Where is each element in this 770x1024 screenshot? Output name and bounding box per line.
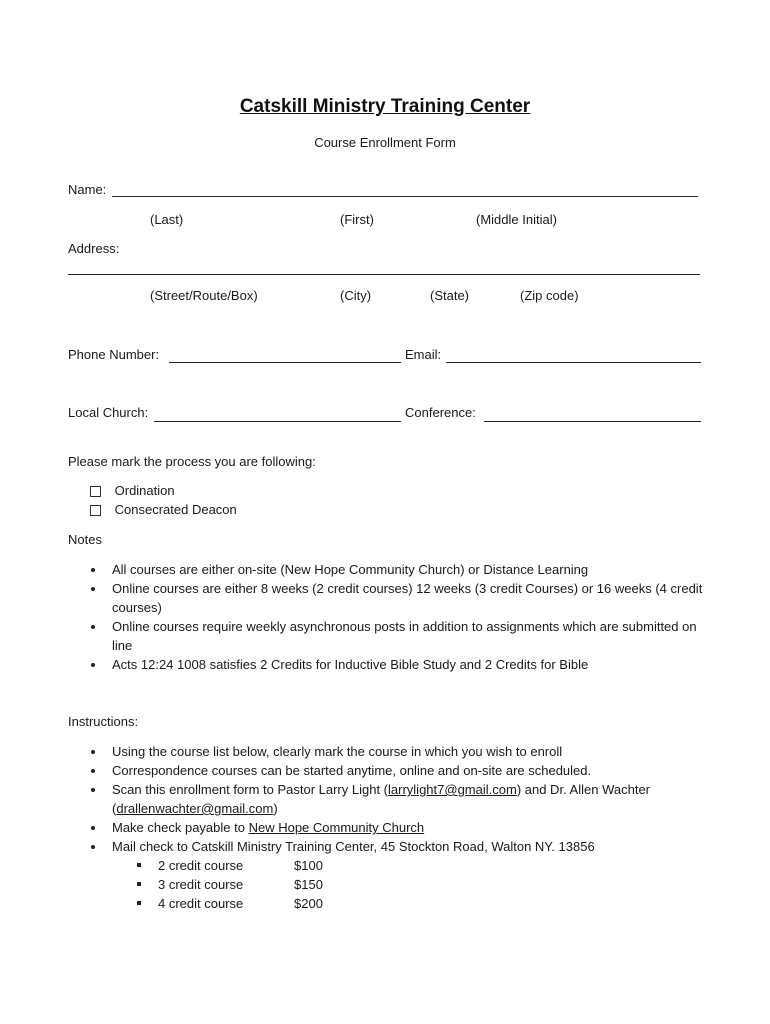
form-subtitle: Course Enrollment Form: [314, 135, 456, 150]
local-church-label: Local Church:: [68, 405, 149, 420]
price-item: [68, 875, 708, 894]
price-course-label: 3 credit course: [158, 877, 244, 892]
payee-link[interactable]: New Hope Community Church: [248, 820, 425, 835]
consecrated-deacon-option[interactable]: [90, 502, 237, 517]
address-state-caption: (State): [430, 288, 470, 303]
payable-text: Make check payable to: [112, 820, 249, 835]
email-input-line[interactable]: [446, 362, 701, 363]
ordination-option[interactable]: [90, 483, 175, 498]
note-item: All courses are either on-site (New Hope Community Church) or Distance Learning: [68, 560, 708, 579]
instruction-item: Correspondence courses can be started anytime, online and on-site are scheduled.: [68, 761, 708, 780]
process-prompt: Please mark the process you are following:: [68, 454, 316, 469]
notes-list: [68, 560, 708, 674]
conference-label: Conference:: [405, 405, 476, 420]
address-zip-caption: (Zip code): [520, 288, 579, 303]
ordination-checkbox[interactable]: [90, 486, 101, 497]
instruction-item: Mail check to Catskill Ministry Training Center, 45 Stockton Road, Walton NY. 13856: [68, 837, 708, 856]
note-item: Online courses require weekly asynchronous posts in addition to assignments which are submitted on line: [68, 617, 708, 655]
name-middle-caption: (Middle Initial): [476, 212, 557, 227]
address-street-caption: (Street/Route/Box): [150, 288, 258, 303]
ordination-label: Ordination: [114, 483, 175, 498]
larry-email-link[interactable]: larrylight7@gmail.com: [388, 782, 517, 797]
form-title: Catskill Ministry Training Center: [239, 96, 531, 117]
price-course-label: 2 credit course: [158, 858, 244, 873]
instruction-scan-text: Scan this enrollment form to Pastor Larry Light (: [112, 782, 389, 797]
name-last-caption: (Last): [150, 212, 184, 227]
price-list: [68, 856, 708, 913]
phone-input-line[interactable]: [169, 362, 401, 363]
price-item: [68, 856, 708, 875]
name-first-caption: (First): [340, 212, 374, 227]
instruction-item: [68, 780, 708, 818]
instruction-scan-text-end: ): [273, 801, 278, 816]
consecrated-deacon-label: Consecrated Deacon: [114, 502, 237, 517]
instructions-heading: Instructions:: [68, 714, 139, 729]
local-church-input-line[interactable]: [154, 421, 401, 422]
allen-email-link[interactable]: drallenwachter@gmail.com: [116, 801, 274, 816]
price-amount: $200: [294, 896, 323, 911]
price-amount: $150: [294, 877, 323, 892]
instruction-item: Using the course list below, clearly mark the course in which you wish to enroll: [68, 742, 708, 761]
name-input-line[interactable]: [112, 196, 698, 197]
address-label: Address:: [68, 241, 120, 256]
price-item: [68, 894, 708, 913]
email-label: Email:: [405, 347, 442, 362]
notes-heading: Notes: [68, 532, 102, 547]
instruction-item: [68, 818, 708, 837]
address-city-caption: (City): [340, 288, 372, 303]
price-amount: $100: [294, 858, 323, 873]
conference-input-line[interactable]: [484, 421, 701, 422]
consecrated-deacon-checkbox[interactable]: [90, 505, 101, 516]
instructions-list: [68, 742, 708, 856]
phone-label: Phone Number:: [68, 347, 160, 362]
note-item: Acts 12:24 1008 satisfies 2 Credits for Inductive Bible Study and 2 Credits for Bible: [68, 655, 708, 674]
address-input-line[interactable]: [68, 274, 700, 275]
name-label: Name:: [68, 182, 107, 197]
note-item: Online courses are either 8 weeks (2 credit courses) 12 weeks (3 credit Courses) or 16 weeks (4 credit courses): [68, 579, 708, 617]
instruction-scan-text-mid: ) and Dr. Allen Wachter (: [112, 782, 650, 816]
price-course-label: 4 credit course: [158, 896, 244, 911]
